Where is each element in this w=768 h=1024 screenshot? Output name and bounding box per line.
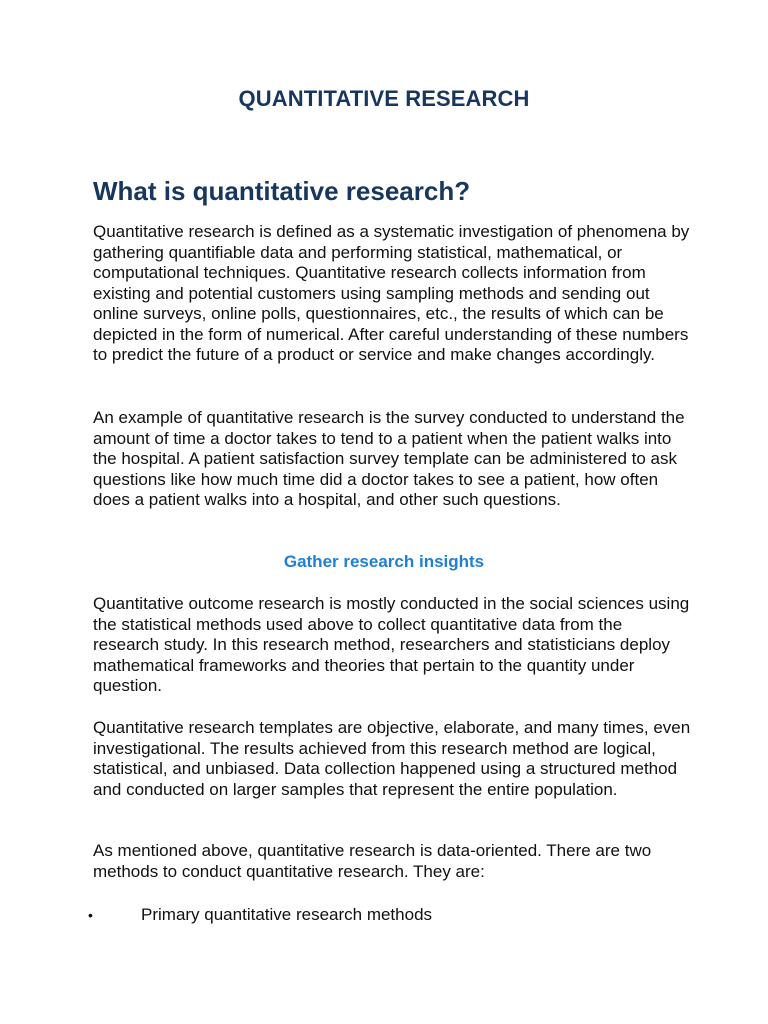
section-heading: What is quantitative research? bbox=[93, 176, 471, 206]
paragraph-outcome-research: Quantitative outcome research is mostly conducted in the social sciences using the statistical methods used above to collect quantitative data from the research study. In this research method, researchers and statisticians deploy mathematical frameworks and theories that pertain to the quantity under question. bbox=[93, 594, 690, 695]
gather-research-insights-link[interactable]: Gather research insights bbox=[283, 552, 485, 571]
paragraph-example: An example of quantitative research is the survey conducted to understand the amount of time a doctor takes to tend to a patient when the patient walks into the hospital. A patient satisfaction survey template can be administered to ask questions like how much time did a doctor takes to see a patient, how often does a patient walks into a hospital, and other such questions. bbox=[93, 408, 685, 509]
paragraph-methods-intro: As mentioned above, quantitative research is data-oriented. There are two methods to conduct quantitative research. They are: bbox=[93, 841, 652, 881]
list-item-text: Primary quantitative research methods bbox=[141, 905, 433, 924]
paragraph-definition: Quantitative research is defined as a systematic investigation of phenomena by gathering quantifiable data and performing statistical, mathematical, or computational techniques. Quantitative research collects information from existing and potential customers using sampling methods and sending out online surveys, online polls, questionnaires, etc., the results of which can be depicted in the form of numerical. After careful understanding of these numbers to predict the future of a product or service and make changes accordingly. bbox=[93, 222, 690, 364]
paragraph-templates: Quantitative research templates are objective, elaborate, and many times, even investigational. The results achieved from this research method are logical, statistical, and unbiased. Data collection happened using a structured method and conducted on larger samples that represent the entire population. bbox=[93, 718, 691, 799]
document-title: QUANTITATIVE RESEARCH bbox=[238, 86, 530, 111]
bullet-icon: • bbox=[88, 907, 93, 923]
